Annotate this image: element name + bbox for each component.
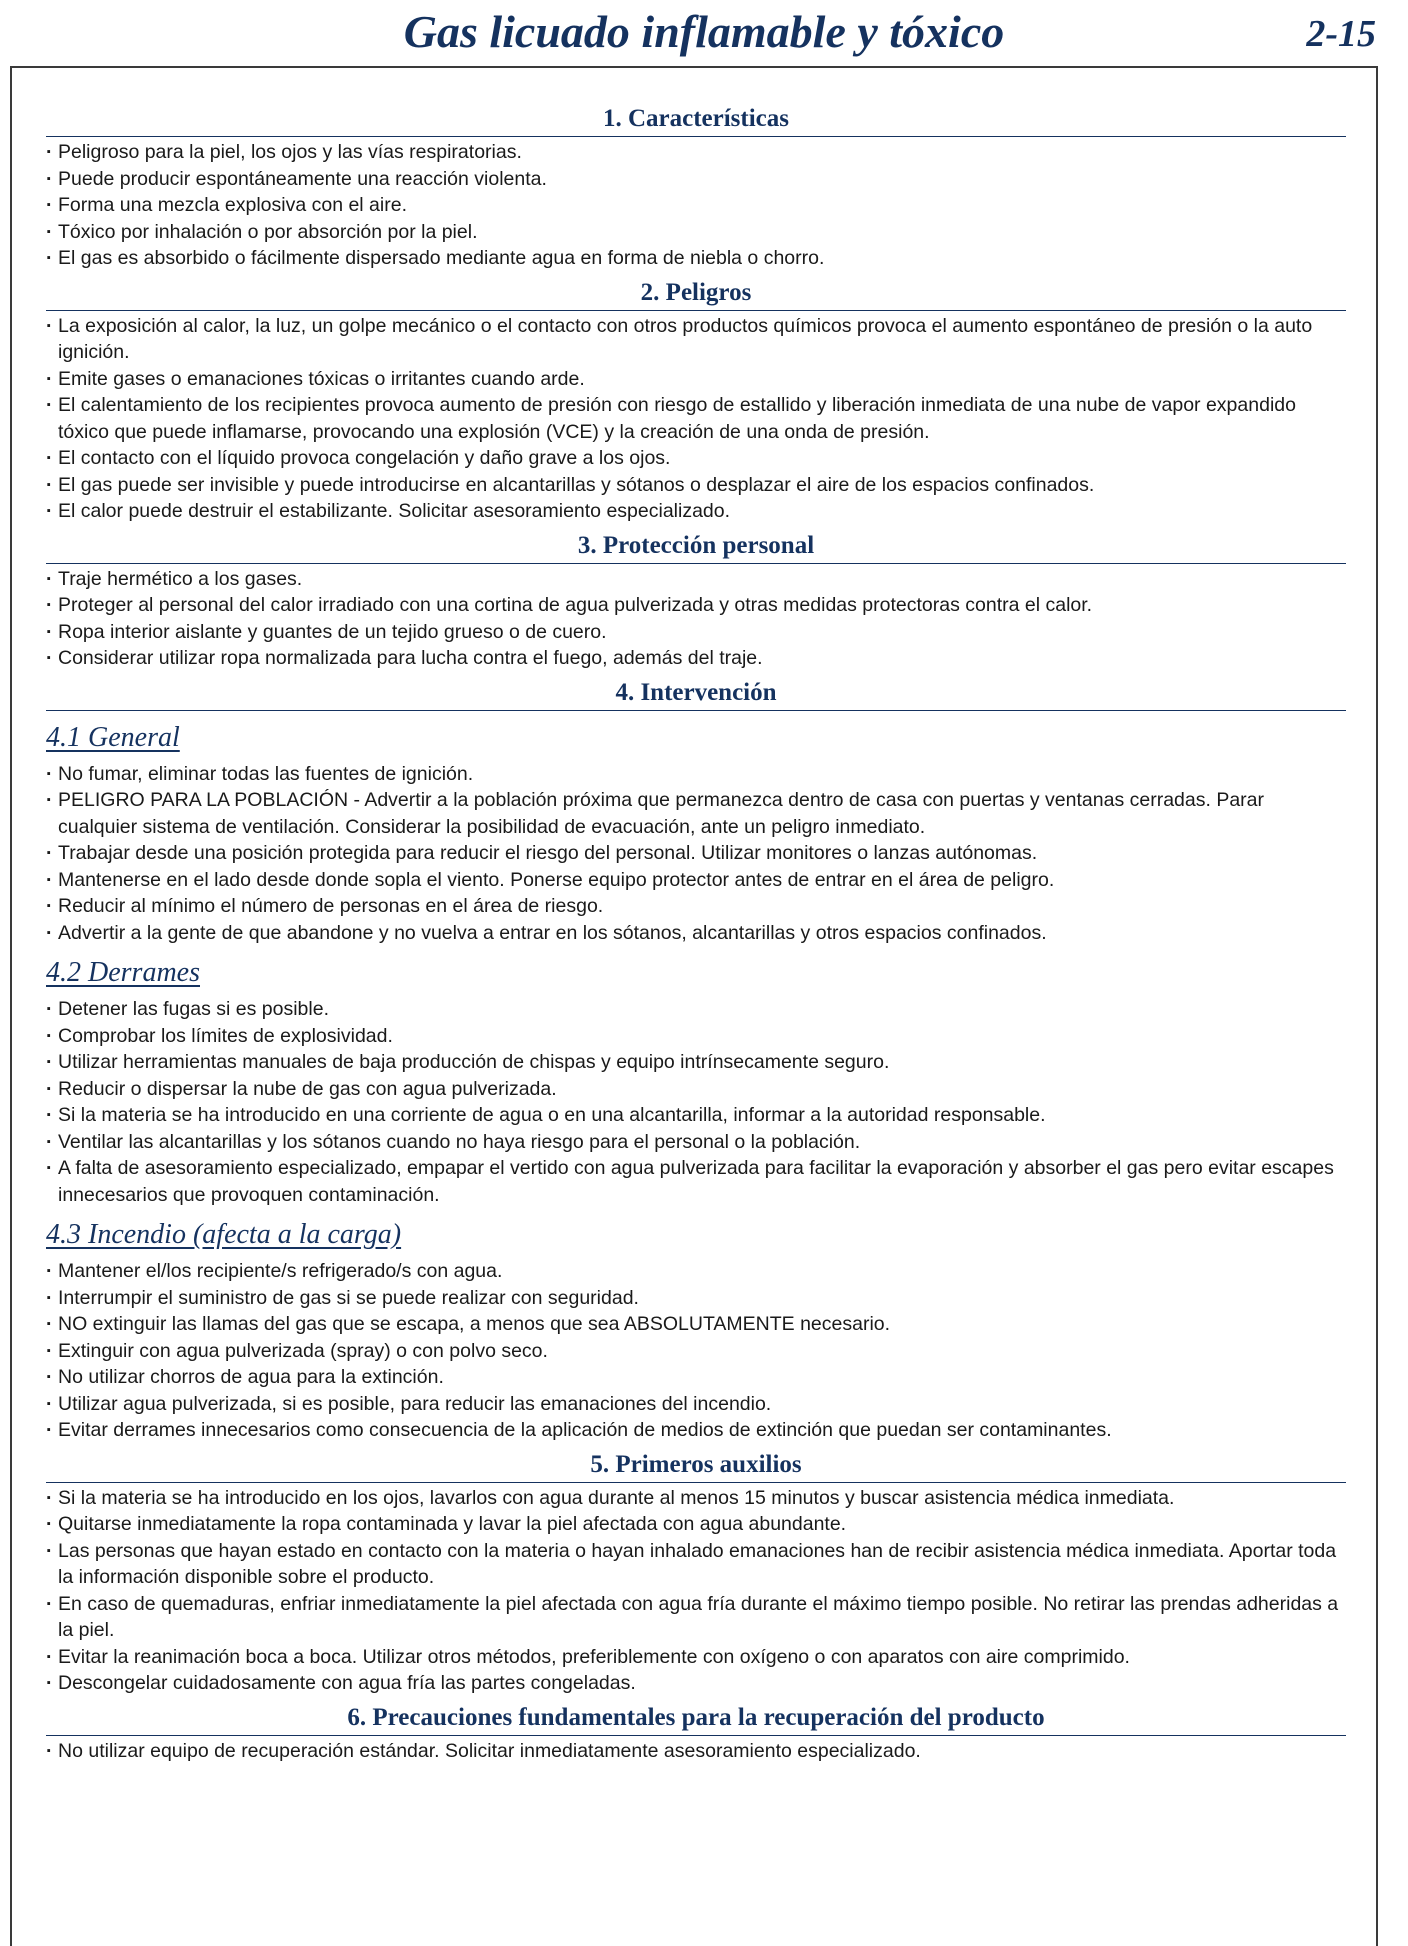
subsection-heading-text: 4.1 General bbox=[46, 721, 180, 753]
list-item: · Utilizar herramientas manuales de baja producción de chispas y equipo intrínsecamente seguro. bbox=[46, 1049, 1346, 1076]
list-item: · Reducir al mínimo el número de personas en el área de riesgo. bbox=[46, 893, 1346, 920]
list-item: · Mantenerse en el lado desde donde sopla el viento. Ponerse equipo protector antes de entrar en el área de peligro. bbox=[46, 867, 1346, 894]
bullet-list bbox=[46, 996, 1346, 1208]
list-item: · Detener las fugas si es posible. bbox=[46, 996, 1346, 1023]
list-item: · El gas es absorbido o fácilmente dispersado mediante agua en forma de niebla o chorro. bbox=[46, 245, 1346, 272]
subsection-heading bbox=[46, 721, 1346, 755]
list-item: · En caso de quemaduras, enfriar inmediatamente la piel afectada con agua fría durante el máximo tiempo posible. No retirar las prendas adheridas a la piel. bbox=[46, 1591, 1346, 1644]
section-heading: 4. Intervención bbox=[46, 678, 1346, 711]
bullet-list bbox=[46, 139, 1346, 272]
list-item: · Proteger al personal del calor irradiado con una cortina de agua pulverizada y otras medidas protectoras contra el calor. bbox=[46, 592, 1346, 619]
subsection-heading-text: 4.2 Derrames bbox=[46, 957, 200, 988]
bullet-list bbox=[46, 761, 1346, 947]
list-item: · A falta de asesoramiento especializado, empapar el vertido con agua pulverizada para facilitar la evaporación y absorber el gas pero evitar escapes innecesarios que provoquen contaminación. bbox=[46, 1155, 1346, 1208]
list-item: · Si la materia se ha introducido en los ojos, lavarlos con agua durante al menos 15 minutos y buscar asistencia médica inmediata. bbox=[46, 1485, 1346, 1512]
list-item: · Extinguir con agua pulverizada (spray) o con polvo seco. bbox=[46, 1338, 1346, 1365]
list-item: · Evitar derrames innecesarios como consecuencia de la aplicación de medios de extinción que puedan ser contaminantes. bbox=[46, 1417, 1346, 1444]
list-item: · PELIGRO PARA LA POBLACIÓN - Advertir a la población próxima que permanezca dentro de casa con puertas y ventanas cerradas. Parar cualquier sistema de ventilación. Considerar la posibilidad de evacuación, ante un peligro inmediato. bbox=[46, 787, 1346, 840]
list-item: · No utilizar equipo de recuperación estándar. Solicitar inmediatamente asesoramiento especializado. bbox=[46, 1738, 1346, 1765]
section bbox=[46, 531, 1346, 672]
list-item: · El calor puede destruir el estabilizante. Solicitar asesoramiento especializado. bbox=[46, 498, 1346, 525]
list-item: · La exposición al calor, la luz, un golpe mecánico o el contacto con otros productos químicos provoca el aumento espontáneo de presión o la auto ignición. bbox=[46, 313, 1346, 366]
section bbox=[46, 678, 1346, 1444]
list-item: · El calentamiento de los recipientes provoca aumento de presión con riesgo de estallido y liberación inmediata de una nube de vapor expandido tóxico que puede inflamarse, provocando una explosión (VCE) y la creación de una onda de presión. bbox=[46, 392, 1346, 445]
list-item: · Las personas que hayan estado en contacto con la materia o hayan inhalado emanaciones han de recibir asistencia médica inmediata. Aportar toda la información disponible sobre el producto. bbox=[46, 1538, 1346, 1591]
section-heading: 5. Primeros auxilios bbox=[46, 1450, 1346, 1483]
section-heading: 3. Protección personal bbox=[46, 531, 1346, 564]
subsection-heading bbox=[46, 956, 1346, 990]
subsection-heading-text: 4.3 Incendio (afecta a la carga) bbox=[46, 1219, 402, 1250]
list-item: · Advertir a la gente de que abandone y no vuelva a entrar en los sótanos, alcantarillas y otros espacios confinados. bbox=[46, 920, 1346, 947]
list-item: · No fumar, eliminar todas las fuentes de ignición. bbox=[46, 761, 1346, 788]
section bbox=[46, 1703, 1346, 1765]
section-heading: 1. Características bbox=[46, 104, 1346, 137]
bullet-list bbox=[46, 313, 1346, 525]
list-item: · El gas puede ser invisible y puede introducirse en alcantarillas y sótanos o desplazar el aire de los espacios confinados. bbox=[46, 472, 1346, 499]
list-item: · Ventilar las alcantarillas y los sótanos cuando no haya riesgo para el personal o la población. bbox=[46, 1129, 1346, 1156]
document-title: Gas licuado inflamable y tóxico bbox=[403, 6, 1005, 57]
list-item: · Evitar la reanimación boca a boca. Utilizar otros métodos, preferiblemente con oxígeno o con aparatos con aire comprimido. bbox=[46, 1644, 1346, 1671]
section-heading: 2. Peligros bbox=[46, 278, 1346, 311]
list-item: · Reducir o dispersar la nube de gas con agua pulverizada. bbox=[46, 1076, 1346, 1103]
bullet-list bbox=[46, 1738, 1346, 1765]
list-item: · Si la materia se ha introducido en una corriente de agua o en una alcantarilla, informar a la autoridad responsable. bbox=[46, 1102, 1346, 1129]
list-item: · Emite gases o emanaciones tóxicas o irritantes cuando arde. bbox=[46, 366, 1346, 393]
page-header bbox=[0, 4, 1408, 60]
list-item: · NO extinguir las llamas del gas que se escapa, a menos que sea ABSOLUTAMENTE necesario. bbox=[46, 1311, 1346, 1338]
list-item: · Mantener el/los recipiente/s refrigerado/s con agua. bbox=[46, 1258, 1346, 1285]
list-item: · Traje hermético a los gases. bbox=[46, 566, 1346, 593]
list-item: · Descongelar cuidadosamente con agua fría las partes congeladas. bbox=[46, 1670, 1346, 1697]
list-item: · Forma una mezcla explosiva con el aire. bbox=[46, 192, 1346, 219]
list-item: · Peligroso para la piel, los ojos y las vías respiratorias. bbox=[46, 139, 1346, 166]
section-heading: 6. Precauciones fundamentales para la recuperación del producto bbox=[46, 1703, 1346, 1736]
list-item: · No utilizar chorros de agua para la extinción. bbox=[46, 1364, 1346, 1391]
list-item: · Puede producir espontáneamente una reacción violenta. bbox=[46, 166, 1346, 193]
list-item: · Comprobar los límites de explosividad. bbox=[46, 1023, 1346, 1050]
bullet-list bbox=[46, 1485, 1346, 1697]
list-item: · Ropa interior aislante y guantes de un tejido grueso o de cuero. bbox=[46, 619, 1346, 646]
list-item: · Interrumpir el suministro de gas si se puede realizar con seguridad. bbox=[46, 1285, 1346, 1312]
bullet-list bbox=[46, 1258, 1346, 1444]
list-item: · Utilizar agua pulverizada, si es posible, para reducir las emanaciones del incendio. bbox=[46, 1391, 1346, 1418]
list-item: · Trabajar desde una posición protegida para reducir el riesgo del personal. Utilizar monitores o lanzas autónomas. bbox=[46, 840, 1346, 867]
section bbox=[46, 104, 1346, 272]
section bbox=[46, 1450, 1346, 1697]
bullet-list bbox=[46, 566, 1346, 672]
page-number: 2-15 bbox=[1306, 13, 1376, 55]
list-item: · Tóxico por inhalación o por absorción por la piel. bbox=[46, 219, 1346, 246]
list-item: · El contacto con el líquido provoca congelación y daño grave a los ojos. bbox=[46, 445, 1346, 472]
subsection-heading bbox=[46, 1218, 1346, 1252]
list-item: · Quitarse inmediatamente la ropa contaminada y lavar la piel afectada con agua abundante. bbox=[46, 1511, 1346, 1538]
list-item: · Considerar utilizar ropa normalizada para lucha contra el fuego, además del traje. bbox=[46, 645, 1346, 672]
section bbox=[46, 278, 1346, 525]
document-body bbox=[46, 104, 1346, 1770]
